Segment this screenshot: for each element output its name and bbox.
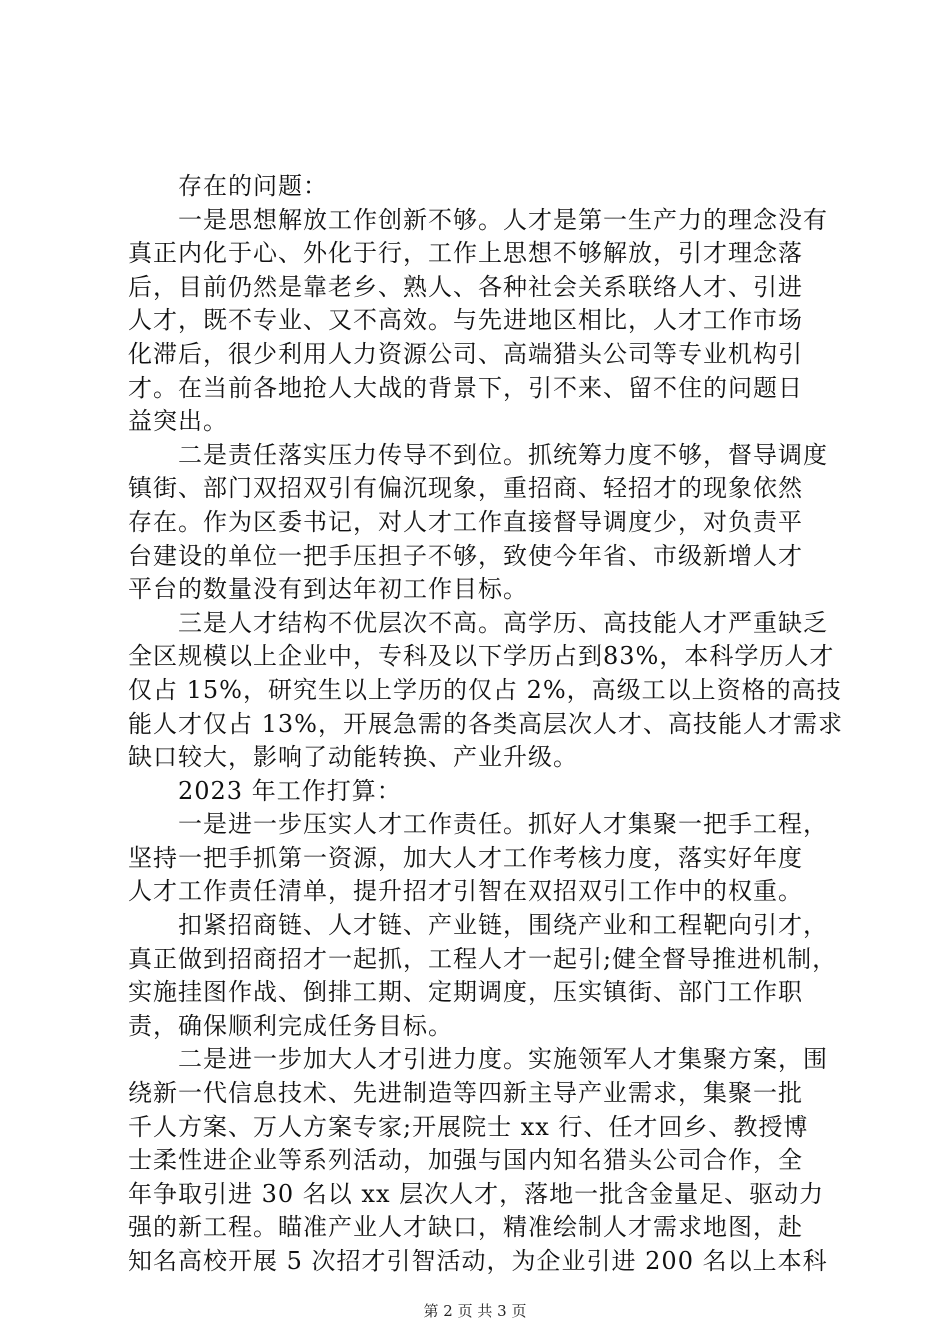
text-line: 台建设的单位一把手压担子不够，致使今年省、市级新增人才 [128,541,803,570]
text-line: 年争取引进 30 名以 xx 层次人才，落地一批含金量足、驱动力 [128,1179,825,1208]
text-line: 强的新工程。瞄准产业人才缺口，精准绘制人才需求地图，赴 [128,1213,803,1242]
text-line: 二是进一步加大人才引进力度。实施领军人才集聚方案，围 [178,1045,828,1074]
text-line: 人才工作责任清单，提升招才引智在双招双引工作中的权重。 [128,877,803,906]
text-line: 能人才仅占 13%，开展急需的各类高层次人才、高技能人才需求 [128,709,843,738]
text-line: 知名高校开展 5 次招才引智活动，为企业引进 200 名以上本科 [128,1247,828,1275]
text-line: 坚持一把手抓第一资源，加大人才工作考核力度，落实好年度 [128,843,803,872]
text-line: 才。在当前各地抢人大战的背景下，引不来、留不住的问题日 [128,373,803,402]
text-line: 一是思想解放工作创新不够。人才是第一生产力的理念没有 [178,205,828,234]
text-line: 益突出。 [128,407,228,436]
text-line: 二是责任落实压力传导不到位。抓统筹力度不够，督导调度 [178,440,828,469]
text-line: 真正做到招商招才一起抓，工程人才一起引;健全督导推进机制， [128,944,838,973]
text-line: 存在的问题： [178,172,328,200]
text-line: 缺口较大，影响了动能转换、产业升级。 [128,743,578,772]
text-line: 责，确保顺利完成任务目标。 [128,1011,453,1040]
text-line: 2023 年工作打算： [178,776,402,805]
text-line: 三是人才结构不优层次不高。高学历、高技能人才严重缺乏 [178,608,828,637]
text-line: 一是进一步压实人才工作责任。抓好人才集聚一把手工程， [178,810,828,839]
text-line: 镇街、部门双招双引有偏沉现象，重招商、轻招才的现象依然 [128,474,803,503]
page-footer: 第 2 页 共 3 页 [423,1302,527,1320]
text-line: 全区规模以上企业中，专科及以下学历占到83%，本科学历人才 [128,642,835,671]
text-line: 士柔性进企业等系列活动，加强与国内知名猎头公司合作，全 [128,1146,803,1175]
text-line: 仅占 15%，研究生以上学历的仅占 2%，高级工以上资格的高技 [128,675,842,704]
document-body [128,170,843,1279]
text-line: 绕新一代信息技术、先进制造等四新主导产业需求，集聚一批 [128,1079,803,1108]
text-line: 平台的数量没有到达年初工作目标。 [128,575,528,604]
text-line: 后，目前仍然是靠老乡、熟人、各种社会关系联络人才、引进 [128,272,803,301]
text-line: 存在。作为区委书记，对人才工作直接督导调度少，对负责平 [128,507,803,536]
text-line: 扣紧招商链、人才链、产业链，围绕产业和工程靶向引才， [178,911,828,940]
text-line: 千人方案、万人方案专家;开展院士 xx 行、任才回乡、教授博 [128,1112,809,1141]
text-line: 实施挂图作战、倒排工期、定期调度，压实镇街、部门工作职 [128,978,803,1007]
text-line: 化滞后，很少利用人力资源公司、高端猎头公司等专业机构引 [128,339,803,368]
text-line: 真正内化于心、外化于行，工作上思想不够解放，引才理念落 [128,239,803,268]
text-line: 人才，既不专业、又不高效。与先进地区相比，人才工作市场 [128,306,803,335]
